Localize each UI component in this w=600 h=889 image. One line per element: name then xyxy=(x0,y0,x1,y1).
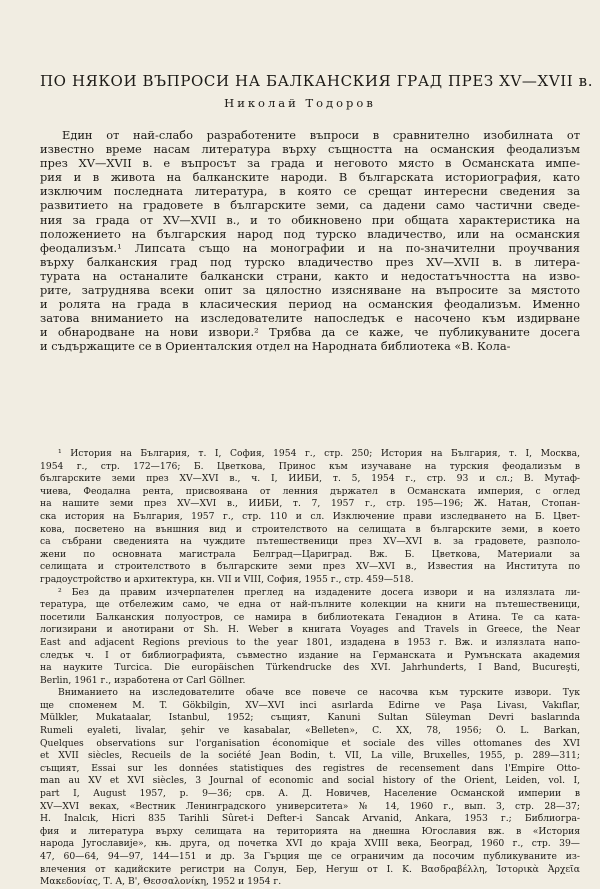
footnote-line: Μακεδονίας, Τ. Α, Β', Θεσσαλονίκη, 1952 и 1954 г. xyxy=(40,876,282,888)
footnote-line: Quelques observations sur l'organisation économique et sociale des villes ottomanes des XVI xyxy=(40,737,580,749)
footnote-line: кова, посветено на външния вид и строителството на селищата в българските земи, в което xyxy=(40,523,580,535)
footnote xyxy=(40,687,580,889)
footnote-line: чиева, Феодална рента, присвоявана от ленния държател в Османската империя, с оглед xyxy=(40,485,580,497)
footnote-line: логизирани и анотирани от Sh. H. Weber в книгата Voyages and Travels in Greece, the Near xyxy=(40,624,580,636)
footnotes xyxy=(40,448,580,889)
footnote-line: народа Југославије», књ. друга, од почетка XVI до краја XVIII века, Београд, 1960 г., стр. 39— xyxy=(40,838,580,850)
body-line: положението на българския народ под турско владичество, или на османския xyxy=(40,226,580,241)
footnote-line: Mülkler, Mukataalar, Istanbul, 1952; същият, Kanuni Sultan Süleyman Devri baslarında xyxy=(40,712,580,724)
body-line: и ролята на града в класическия период на османския феодализъм. Именно xyxy=(40,297,580,312)
footnote-line: Berlin, 1961 г., изработена от Carl Göllner. xyxy=(40,674,246,686)
article-title: ПО НЯКОИ ВЪПРОСИ НА БАЛКАНСКИЯ ГРАД ПРЕЗ XV—XVII в. xyxy=(40,72,594,90)
footnote-line: жени по основната магистрала Белград—Цариград. Вж. Б. Цветкова, Материали за xyxy=(40,548,580,560)
footnote-line: на науките Turcica. Die europäischen Türkendrucke des XVI. Jahrhunderts, I Band, Bucureşti, xyxy=(40,662,580,674)
footnote-line: et XVII siècles, Recueils de la société Jean Bodin, t. VII, La ville, Bruxelles, 1955, p. 289—311; xyxy=(40,750,580,762)
body-line: феодализъм.¹ Липсата също на монографии и на по-значителни проучвания xyxy=(40,240,580,255)
footnote-line: следък ч. I от библиографията, съвместно издание на Германската и Румънската академия xyxy=(40,649,580,661)
footnote-line: 47, 60—64, 94—97, 144—151 и др. За Гърция ще се ограничим да посочим публикуваните из- xyxy=(40,851,580,862)
body-line: известно време насам литература върху същността на османския феодализъм xyxy=(40,142,580,157)
body-line: Един от най-слабо разработените въпроси в сравнително изобилната от xyxy=(62,128,580,142)
footnote-line: селищата и строителството в българските земи през XV—XVI в., Известия на Института по xyxy=(40,561,580,573)
footnote-line: на нашите земи през XV—XVI в., ИИБИ, т. 7, 1957 г., стр. 195—196; Ж. Натан, Стопан- xyxy=(40,498,580,510)
footnote-line: влечения от кадийските регистри на Солун, Бер, Негуш от I. K. Βασδραβέλλη, Ἱστορικὰ Ἀρχεῖα xyxy=(40,863,580,875)
footnote xyxy=(40,448,580,587)
footnote-line: East and adjacent Regions previous to the year 1801, издадена в 1953 г. Вж. и излязлата напо- xyxy=(40,636,580,648)
footnote-line: part I, August 1957, p. 9—36; срв. А. Д. Новичев, Население Османской империи в xyxy=(40,788,580,800)
footnote-line: H. İnalcık, Hicri 835 Tarihli Sûret-i Defter-i Sancak Arvanid, Ankara, 1953 г.; Библиогра- xyxy=(40,813,580,825)
article-author: Николай Тодоров xyxy=(224,96,376,110)
footnote-line: XV—XVI веках, «Вестник Ленинградского университета» № 14, 1960 г., вып. 3, стр. 28—37; xyxy=(40,800,580,812)
body-line: през XV—XVII в. е въпросът за града и неговото място в Османската импе- xyxy=(40,156,580,171)
body-line: турата на останалите балкански страни, както и недостатъчността на изво- xyxy=(40,268,580,283)
footnote-line: българските земи през XV—XVI в., ч. I, ИИБИ, т. 5, 1954 г., стр. 93 и сл.; В. Мутаф- xyxy=(40,473,580,485)
body-line: и обнародване на нови извори.² Трябва да се каже, че публикуваните досега xyxy=(40,325,580,340)
body-line: затова вниманието на изследователите напоследък е насочено към издирване xyxy=(40,311,580,326)
footnote-line: посетили Балканския полуостров, се намира в библиотеката Генадион в Атина. Те са ката- xyxy=(40,611,580,623)
body-line: ния за града от XV—XVII в., и то обикновено при общата характеристика на xyxy=(40,212,580,227)
body-line: изключим последната литература, в която се срещат интересни сведения за xyxy=(40,184,580,199)
footnote-line: ще споменем M. T. Gökbilgin, XV—XVI inci asırlarda Edirne ve Paşa Livası, Vakıflar, xyxy=(40,699,580,711)
footnote-line: ² Без да правим изчерпателен преглед на издадените досега извори и на излязлата ли- xyxy=(58,586,580,598)
body-line: развитието на градовете в българските земи, са дадени само частични сведе- xyxy=(40,198,580,213)
body-line: рия и в живота на балканските народи. В българската историография, като xyxy=(40,170,580,185)
footnote-line: ¹ История на България, т. I, София, 1954 г., стр. 250; История на България, т. I, Москва, xyxy=(58,448,580,459)
body-line: и съдържащите се в Ориенталския отдел на Народната библиотека «В. Кола- xyxy=(40,339,511,354)
body-paragraph xyxy=(40,128,580,354)
footnote-line: Rumeli eyaleti, livalar, şehir ve kasabalar, «Belleten», C. XX, 78, 1956; Ö. L. Barkan, xyxy=(40,725,580,737)
footnote-line: градоустройство и архитектура, кн. VII и VIII, София, 1955 г., стр. 459—518. xyxy=(40,573,414,585)
footnote-line: 1954 г., стр. 172—176; Б. Цветкова, Принос към изучаване на турския феодализъм в xyxy=(40,460,580,472)
footnote-line: са събрани сведенията на чуждите пътешественици през XV—XVI в. за градовете, разполо- xyxy=(40,536,580,548)
footnote-line: фия и литература върху селищата на територията на днешна Югославия вж. в «История xyxy=(40,825,580,837)
footnote-line: man au XV et XVI siècles, 3 Journal of economic and social history of the Orient, Leiden, vol. I, xyxy=(40,775,580,787)
body-line: върху балканския град под турско владичество през XV—XVII в. в литера- xyxy=(40,254,580,269)
body-line: рите, затруднява всеки опит за цялостно изясняване на въпросите за мястото xyxy=(40,283,580,298)
footnote xyxy=(40,587,580,688)
footnote-line: ска история на България, 1957 г., стр. 110 и сл. Изключение прави изследването на Б. Цвет- xyxy=(40,510,580,522)
footnote-line: Вниманието на изследователите обаче все повече се насочва към турските извори. Тук xyxy=(58,687,580,699)
footnote-line: същият, Essai sur les données statistiques des registres de recensement dans l'Empire Otto- xyxy=(40,762,580,774)
footnote-line: тература, ще отбележим само, че една от най-пълните колекции на книги на пътешественици, xyxy=(40,599,580,611)
